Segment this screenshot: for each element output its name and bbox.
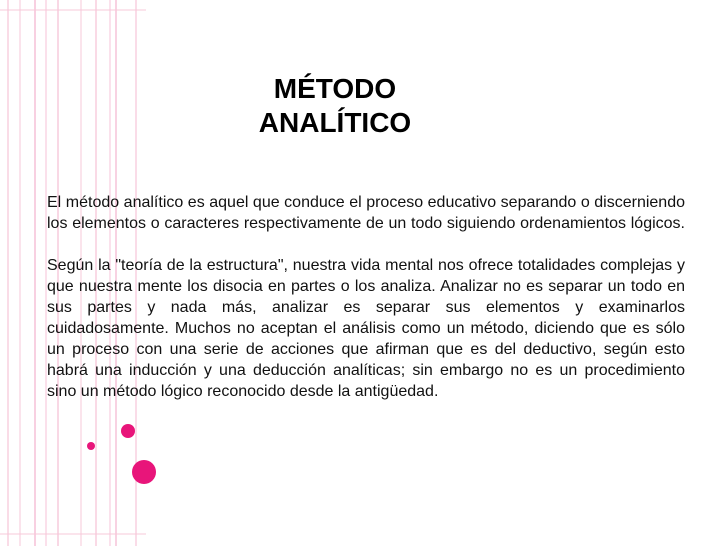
decorative-dot-medium (121, 424, 135, 438)
decorative-dot-small (87, 442, 95, 450)
paragraph-definition: El método analítico es aquel que conduce el proceso educativo separando o discerniendo los elementos o caracteres respectivamente de un todo siguiendo ordenamientos lógicos. (47, 194, 685, 232)
decorative-dot-large (132, 460, 156, 484)
title-line-1: MÉTODO (273, 73, 397, 104)
paragraph-theory: Según la "teoría de la estructura", nuestra vida mental nos ofrece totalidades complejas y que nuestra mente los disocia en partes o los analiza. Analizar no es separar un todo en sus partes y nada más, analizar es separar sus elementos y examinarlos cuidadosamente. Muchos no aceptan el análisis como un método, diciendo que es sólo un proceso con una serie de acciones que afirman que es del deductivo, según esto habrá una inducción y una deducción analíticas; sin embargo no es un procedimiento sino un método lógico reconocido desde la antigüedad. (47, 257, 685, 400)
slide-title (225, 72, 445, 140)
slide-body (47, 192, 685, 402)
title-line-2: ANALÍTICO (258, 107, 412, 138)
